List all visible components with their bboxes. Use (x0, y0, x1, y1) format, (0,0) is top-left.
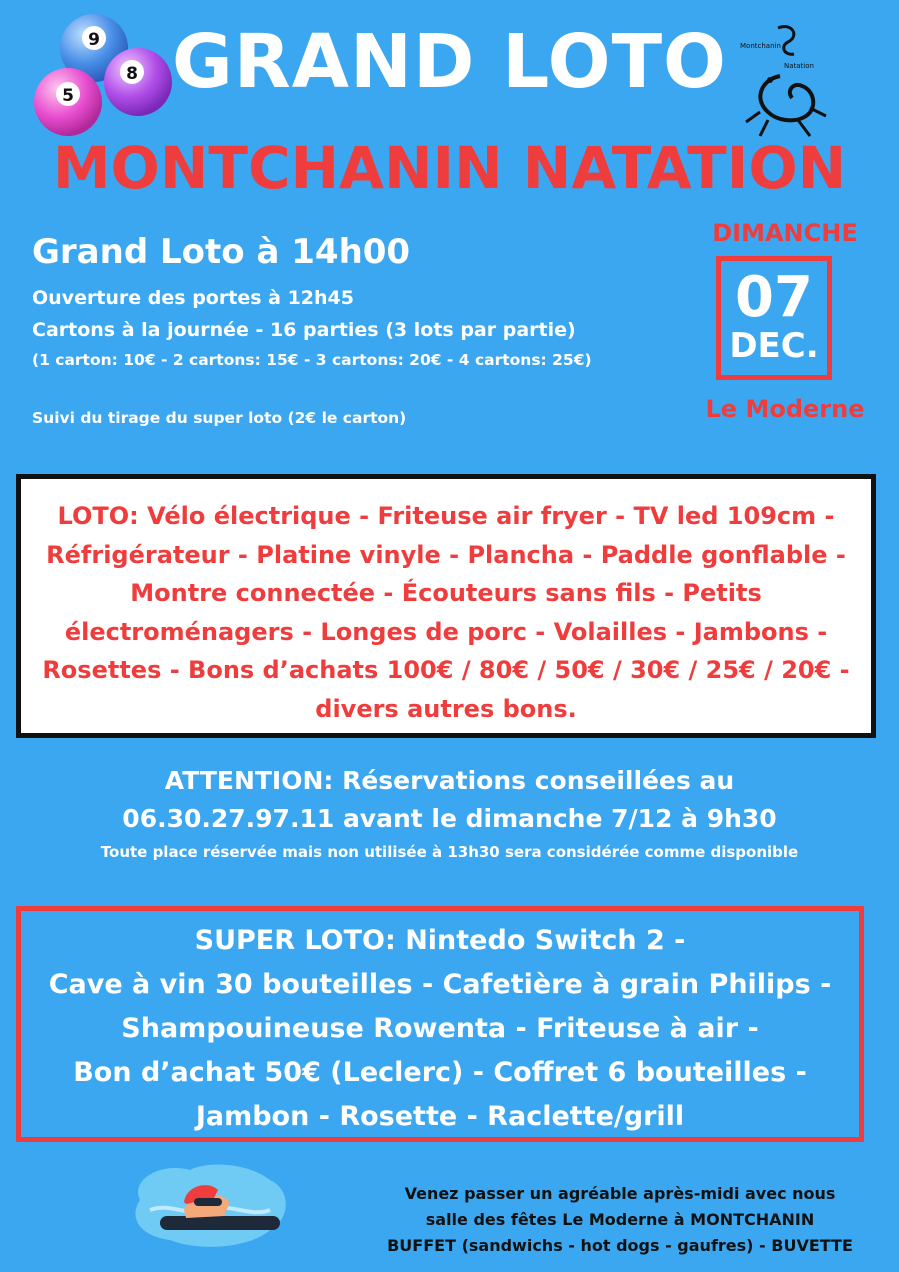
super-loto-info: Suivi du tirage du super loto (2€ le carton) (32, 409, 407, 427)
card-prices: (1 carton: 10€ - 2 cartons: 15€ - 3 cartons: 20€ - 4 cartons: 25€) (32, 351, 592, 369)
super-prize-line: Cave à vin 30 bouteilles - Cafetière à grain Philips - (48, 969, 832, 1000)
reservation-line: ATTENTION: Réservations conseillées au (164, 766, 735, 795)
super-loto-box (16, 906, 864, 1142)
logo-text: Natation (784, 62, 814, 70)
prize-line: Réfrigérateur - Platine vinyle - Plancha - Paddle gonflable - (46, 540, 846, 569)
poster-title: GRAND LOTO (172, 19, 727, 105)
event-month: DEC. (729, 326, 819, 366)
prize-line: LOTO: Vélo électrique - Friteuse air fryer - TV led 109cm - (57, 502, 835, 530)
footer-line: BUFFET (sandwichs - hot dogs - gaufres) - BUVETTE (387, 1236, 853, 1255)
doors-opening: Ouverture des portes à 12h45 (32, 287, 354, 309)
swimmer-icon (120, 1140, 300, 1272)
club-logo-icon (740, 20, 830, 140)
footer-info (370, 1181, 870, 1259)
cards-info: Cartons à la journée - 16 parties (3 lots par partie) (32, 319, 576, 341)
footer-line: Venez passer un agréable après-midi avec nous (404, 1184, 836, 1203)
prize-line: divers autres bons. (315, 694, 577, 723)
ball-number: 5 (62, 86, 74, 106)
prize-line: Rosettes - Bons d’achats 100€ / 80€ / 50€ / 30€ / 25€ / 20€ - (42, 656, 850, 684)
date-box (716, 256, 832, 380)
super-prize-line: Bon d’achat 50€ (Leclerc) - Coffret 6 bouteilles - (73, 1057, 807, 1088)
event-info (32, 228, 712, 432)
start-time: Grand Loto à 14h00 (32, 232, 411, 272)
loto-prizes-box (16, 474, 876, 738)
prize-line: électroménagers - Longes de porc - Volailles - Jambons - (64, 617, 828, 646)
logo-text: Montchanin (740, 42, 781, 50)
event-weekday: DIMANCHE (712, 219, 858, 247)
footer-line: salle des fêtes Le Moderne à MONTCHANIN (425, 1210, 815, 1229)
event-venue: Le Moderne (705, 395, 865, 423)
reservation-note: Toute place réservée mais non utilisée à 13h30 sera considérée comme disponible (100, 843, 799, 861)
ball-number: 8 (126, 64, 138, 84)
reservation-notice (0, 762, 899, 866)
club-name: MONTCHANIN NATATION (52, 134, 847, 202)
reservation-phone: 06.30.27.97.11 avant le dimanche 7/12 à 9h30 (122, 804, 777, 833)
ball-number: 9 (88, 30, 100, 50)
super-prize-line: SUPER LOTO: Nintedo Switch 2 - (194, 925, 686, 956)
prize-line: Montre connectée - Écouteurs sans fils - Petits (130, 579, 762, 607)
super-prize-line: Jambon - Rosette - Raclette/grill (195, 1101, 685, 1132)
super-prize-line: Shampouineuse Rowenta - Friteuse à air - (121, 1013, 759, 1044)
event-day: 07 (735, 265, 813, 330)
